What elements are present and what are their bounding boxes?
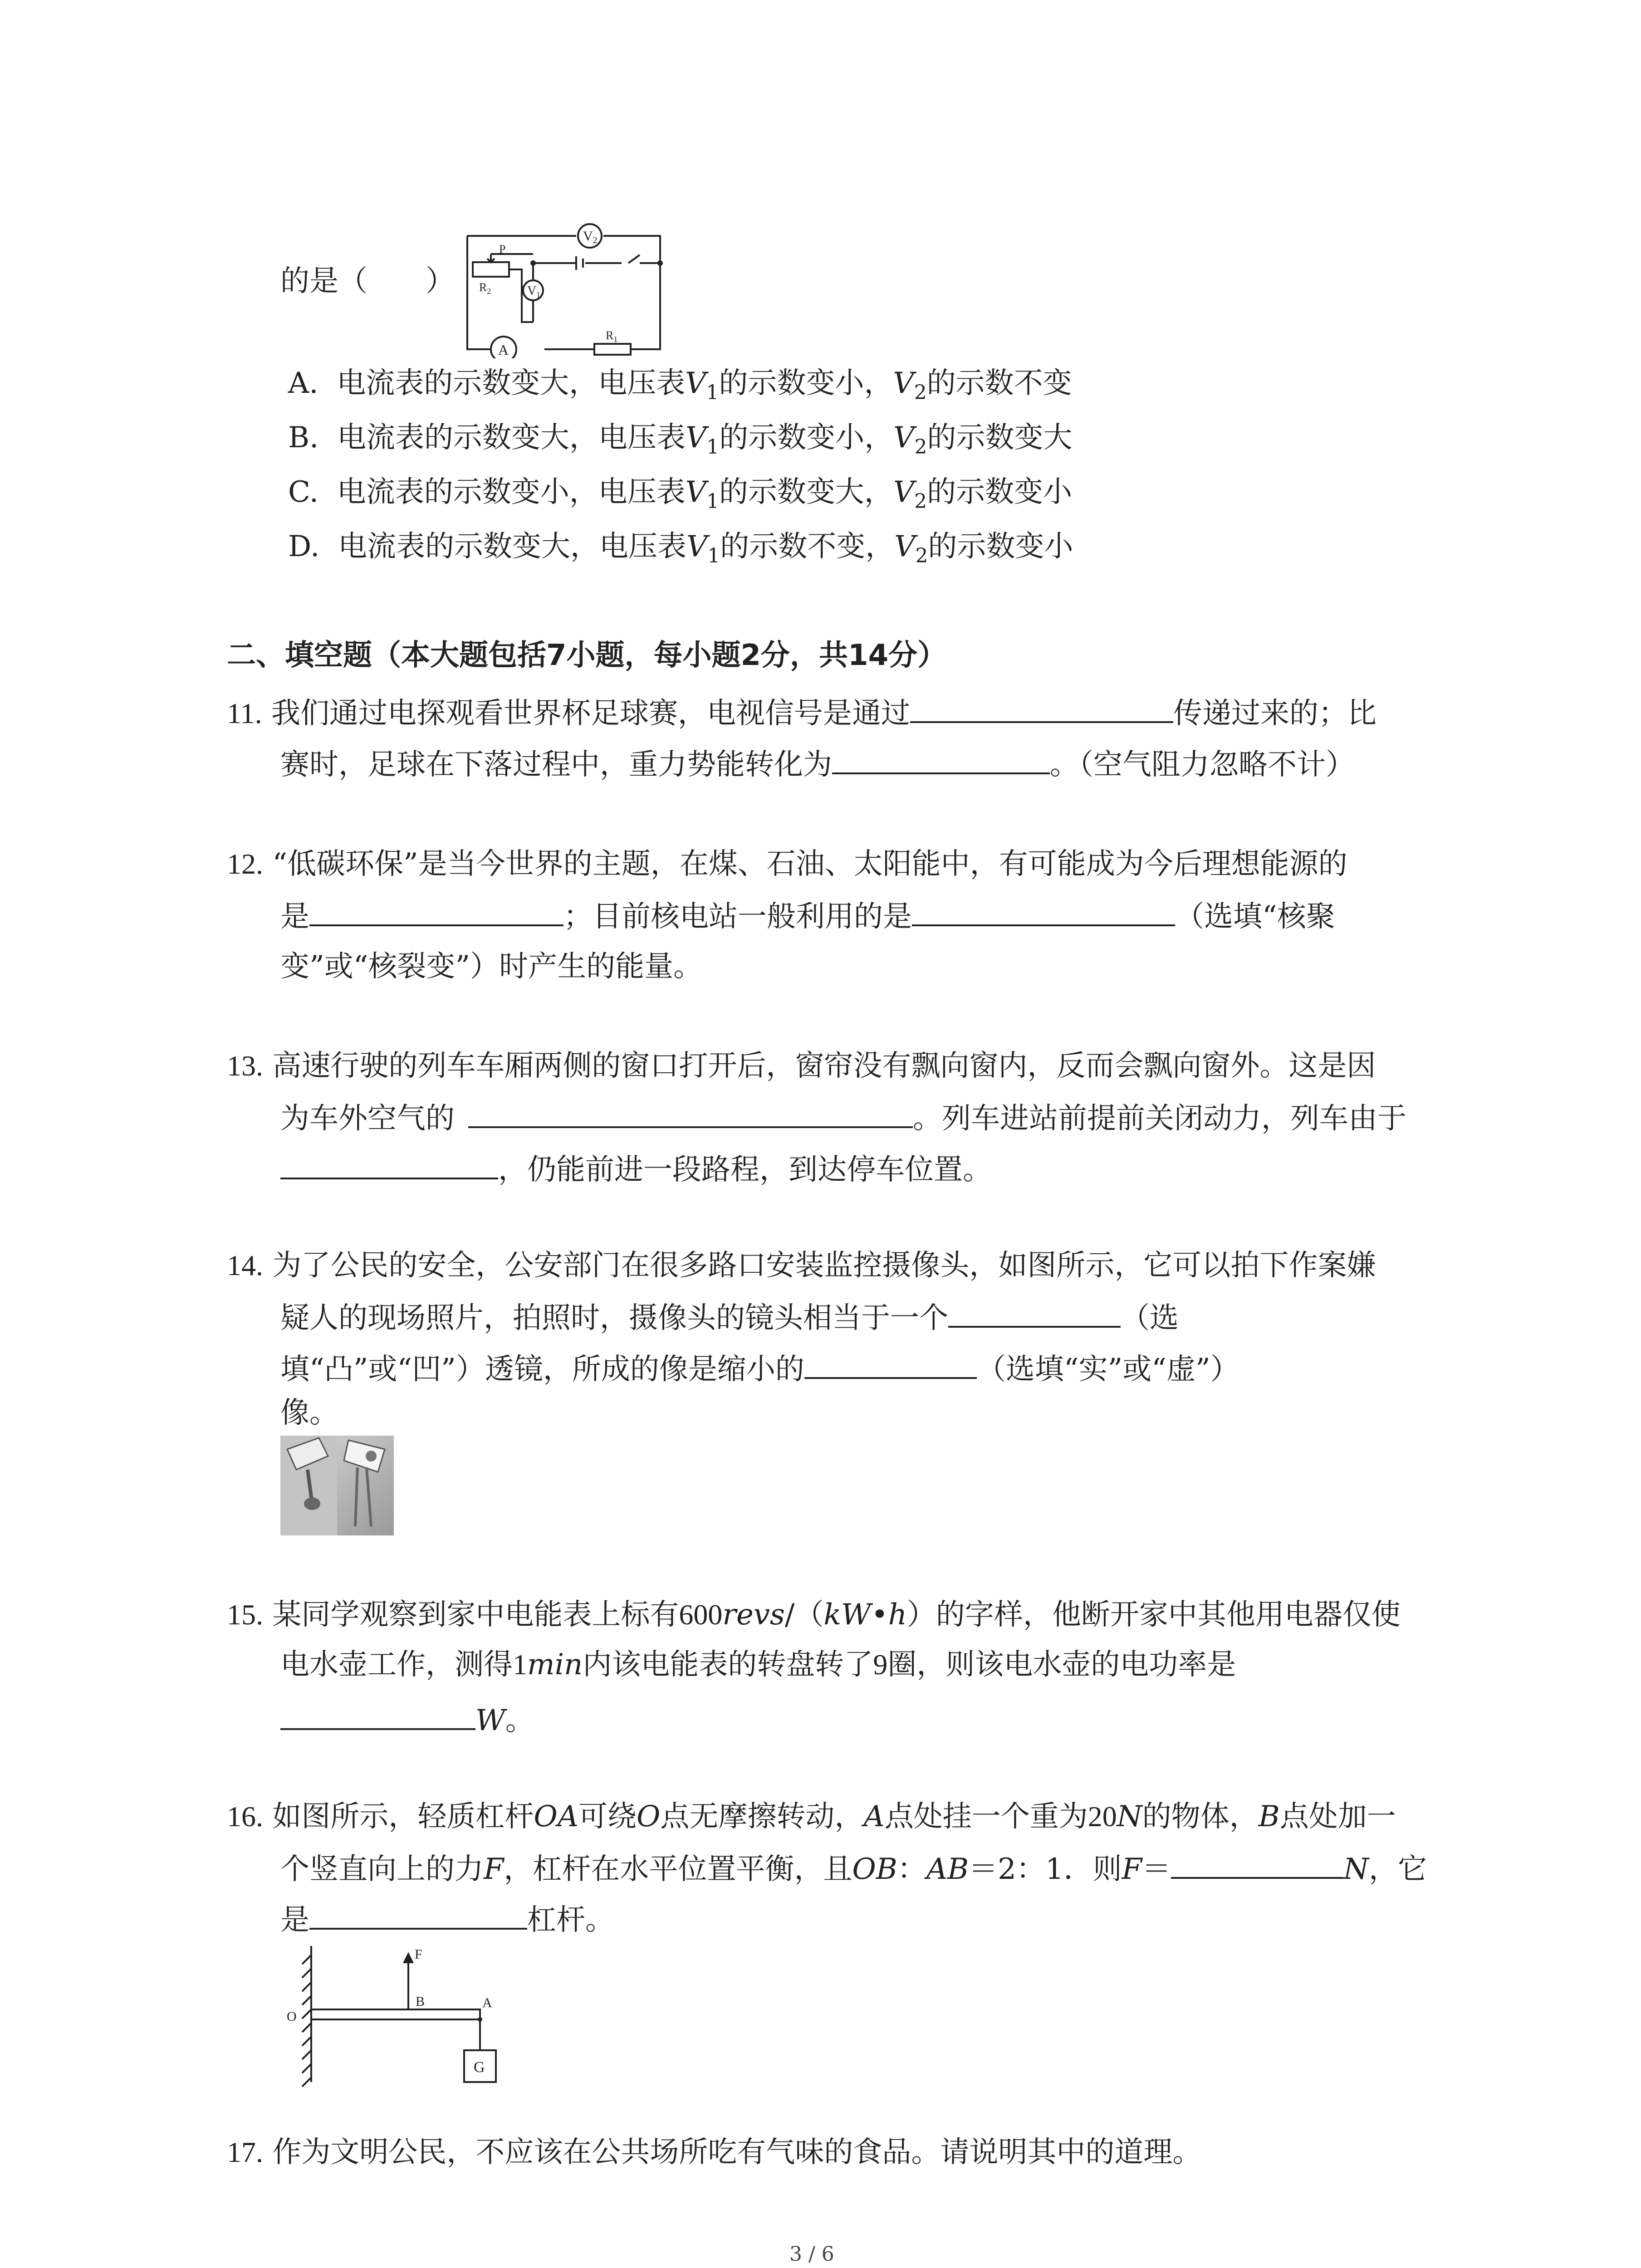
q14-line-2: 疑人的现场照片，拍照时，摄像头的镜头相当于一个 （选 xyxy=(280,1299,1179,1336)
q16-line-3: 是 杠杆。 xyxy=(280,1901,614,1938)
q17-line-1: 17. 作为文明公民，不应该在公共场所吃有气味的食品。请说明其中的道理。 xyxy=(227,2136,1202,2169)
lever-f-label: F xyxy=(415,1947,422,1962)
q10-option-b: B. 电流表的示数变大，电压表$V_1$的示数变小，$V_2$的示数变大 xyxy=(288,421,1073,459)
circuit-v1-label: $V_1$ xyxy=(527,284,541,299)
q10-option-a: A. 电流表的示数变大，电压表$V_1$的示数变小，$V_2$的示数不变 xyxy=(288,367,1072,404)
lever-g-label: G xyxy=(474,2059,485,2076)
q13-line-1: 13. 高速行驶的列车车厢两侧的窗口打开后，窗帘没有飘向窗内，反而会飘向窗外。这是因 xyxy=(227,1049,1376,1083)
q16-line-2: 个竖直向上的力F，杠杆在水平位置平衡，且OB：AB＝2：1．则F＝ N，它 xyxy=(280,1850,1427,1887)
q16-blank-2[interactable] xyxy=(309,1901,527,1930)
q13-line-3: ，仍能前进一段路程，到达停车位置。 xyxy=(280,1150,992,1188)
page-number: 3 / 6 xyxy=(789,2243,834,2266)
q14-line-4: 像。 xyxy=(280,1396,338,1430)
q10-stem-tail: 的是（ ） xyxy=(280,264,455,298)
q10-circuit-diagram xyxy=(454,213,676,358)
q13-line-2: 为车外空气的 。列车进站前提前关闭动力，列车由于 xyxy=(280,1099,1406,1137)
q11-blank-1[interactable] xyxy=(910,694,1173,723)
lever-a-label: A xyxy=(482,1995,492,2010)
circuit-p-label: P xyxy=(499,243,506,256)
q14-camera-photo xyxy=(280,1436,394,1535)
section-heading: 二、填空题（本大题包括7小题，每小题2分，共14分） xyxy=(227,639,947,672)
q15-line-2: 电水壶工作，测得1min内该电能表的转盘转了9圈，则该电水壶的电功率是 xyxy=(280,1648,1236,1681)
q11-line-1: 11. 我们通过电探观看世界杯足球赛，电视信号是通过 传递过来的；比 xyxy=(227,694,1376,732)
circuit-r1-label: $R_1$ xyxy=(606,329,618,344)
lever-b-label: B xyxy=(416,1994,425,2009)
q10-option-c: C. 电流表的示数变小，电压表$V_1$的示数变大，$V_2$的示数变小 xyxy=(288,475,1073,513)
q13-blank-2[interactable] xyxy=(280,1150,498,1179)
q16-blank-1[interactable] xyxy=(1171,1850,1343,1879)
q12-blank-2[interactable] xyxy=(912,897,1175,926)
q14-line-3: 填“凸”或“凹”）透镜，所成的像是缩小的 （选填“实”或“虚”） xyxy=(280,1350,1239,1388)
q14-blank-2[interactable] xyxy=(804,1350,977,1379)
q11-line-2: 赛时，足球在下落过程中，重力势能转化为 。（空气阻力忽略不计） xyxy=(280,745,1355,783)
lever-o-label: O xyxy=(287,2009,297,2024)
q16-line-1: 16. 如图所示，轻质杠杆OA可绕O点无摩擦转动，A点处挂一个重为20N的物体，B点处加一 xyxy=(227,1800,1396,1833)
q12-line-1: 12. “低碳环保”是当今世界的主题，在煤、石油、太阳能中，有可能成为今后理想能源的 xyxy=(227,847,1347,881)
q10-option-d: D. 电流表的示数变大，电压表$V_1$的示数不变，$V_2$的示数变小 xyxy=(288,530,1073,567)
circuit-v2-label: $V_2$ xyxy=(583,229,598,245)
q14-blank-1[interactable] xyxy=(948,1299,1121,1328)
q15-line-1: 15. 某同学观察到家中电能表上标有600revs/（kW•h）的字样，他断开家中其他用电器仅使 xyxy=(227,1598,1401,1632)
circuit-r2-label: $R_2$ xyxy=(479,281,491,296)
q11-blank-2[interactable] xyxy=(832,745,1050,774)
q16-lever-diagram xyxy=(280,1937,516,2091)
q12-blank-1[interactable] xyxy=(309,897,563,926)
q14-line-1: 14. 为了公民的安全，公安部门在很多路口安装监控摄像头，如图所示，它可以拍下作案嫌 xyxy=(227,1249,1376,1282)
q12-line-2: 是 ；目前核电站一般利用的是 （选填“核聚 xyxy=(280,897,1335,935)
q12-line-3: 变”或“核裂变”）时产生的能量。 xyxy=(280,950,703,983)
q15-blank-1[interactable] xyxy=(280,1701,475,1730)
circuit-a-label: A xyxy=(498,342,509,358)
q15-line-3: W。 xyxy=(280,1701,534,1739)
q13-blank-1[interactable] xyxy=(468,1099,913,1128)
